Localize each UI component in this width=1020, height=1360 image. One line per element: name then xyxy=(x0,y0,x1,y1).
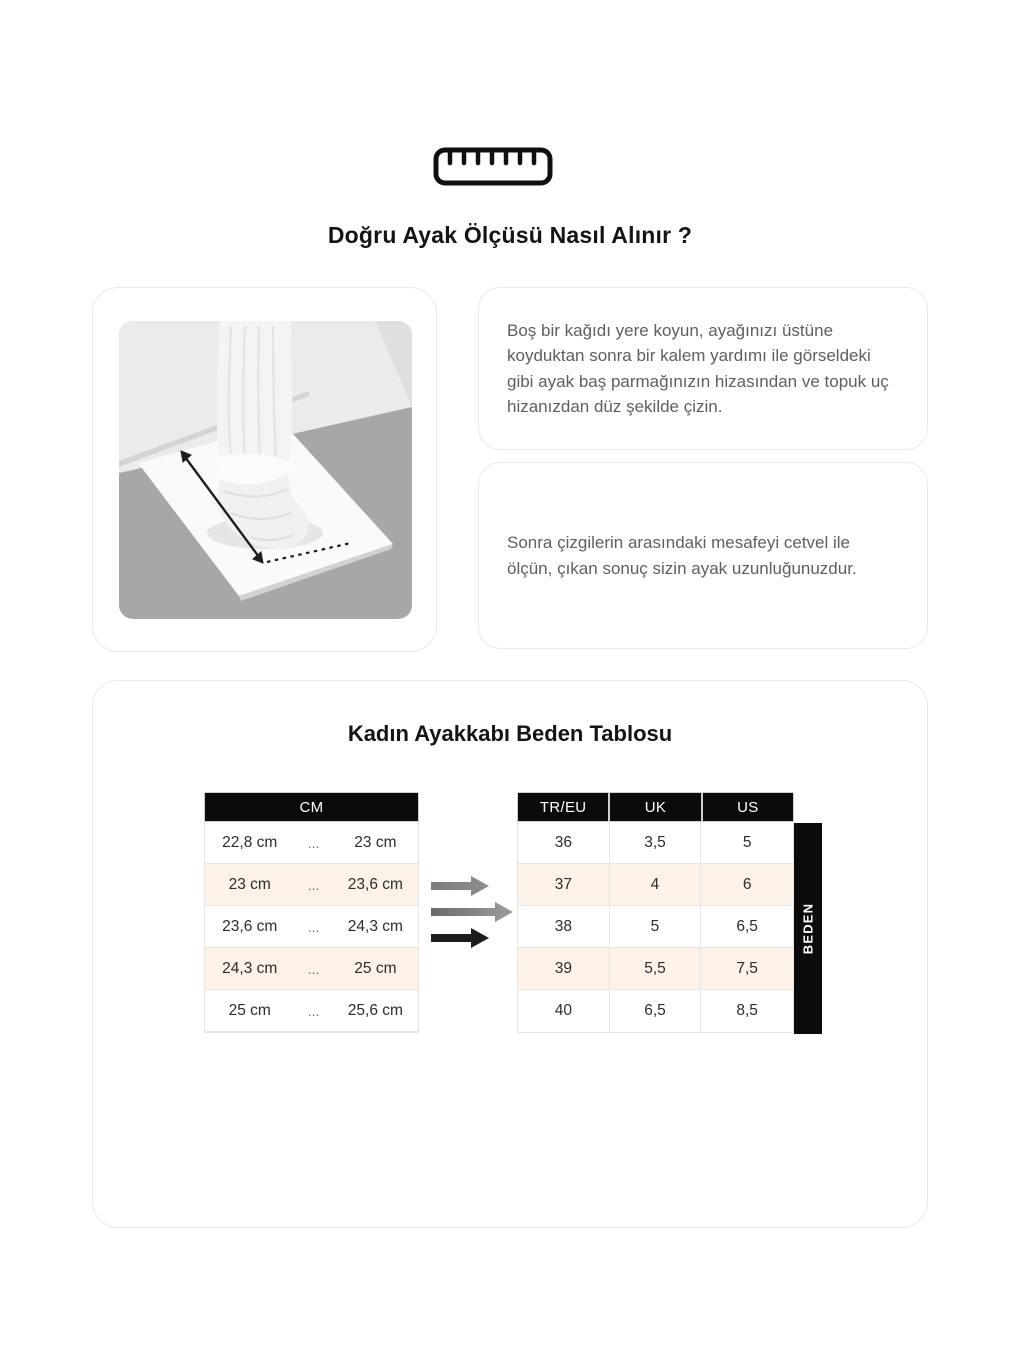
size-uk: 3,5 xyxy=(610,822,702,863)
size-us: 5 xyxy=(742,833,752,851)
foot-measure-photo xyxy=(119,321,412,619)
size-us: 8,5 xyxy=(736,1002,758,1019)
table-row xyxy=(205,990,418,1032)
cm-table-rows xyxy=(204,822,419,1033)
size-table-header-row xyxy=(517,792,794,822)
table-row xyxy=(518,864,793,906)
instruction-step-1-box xyxy=(478,287,928,450)
cm-max: 23,6 cm xyxy=(347,875,403,893)
size-uk: 5,5 xyxy=(610,948,702,989)
convert-arrows-icon xyxy=(429,873,515,951)
size-uk: 4 xyxy=(610,864,702,905)
cm-table-header: CM xyxy=(204,792,419,822)
range-separator: ... xyxy=(307,876,320,893)
size-tr-eu: 36 xyxy=(518,822,610,863)
size-us: 7,5 xyxy=(701,948,793,989)
ruler-icon xyxy=(433,147,553,187)
table-row xyxy=(205,948,418,990)
instruction-step-2-text: Sonra çizgilerin arasındaki mesafeyi cetvel ile ölçün, çıkan sonuç sizin ayak uzunluğunuzdur. xyxy=(507,533,857,578)
beden-side-strip xyxy=(794,823,822,1034)
range-separator: ... xyxy=(307,918,320,935)
size-uk: 5 xyxy=(610,906,702,947)
size-table-header: UK xyxy=(609,792,701,822)
table-row xyxy=(518,948,793,990)
cm-min: 22,8 cm xyxy=(222,833,278,851)
cm-min: 23,6 cm xyxy=(222,917,278,935)
size-table-header: TR/EU xyxy=(517,792,609,822)
size-tr-eu: 38 xyxy=(518,906,610,947)
cm-max: 23 cm xyxy=(354,833,397,851)
size-table-header: US xyxy=(702,792,794,822)
instruction-step-1-text: Boş bir kağıdı yere koyun, ayağınızı üstüne koyduktan sonra bir kalem yardımı ile görseldeki gibi ayak baş parmağınızın hizasından ve topuk uç hizanızdan düz şekilde çizin. xyxy=(507,320,889,416)
foot-on-paper-illustration xyxy=(119,321,412,619)
size-tr-eu: 37 xyxy=(518,864,610,905)
cm-range-table xyxy=(204,792,419,1033)
convert-arrows-icon xyxy=(429,873,515,951)
cm-min: 23 cm xyxy=(228,875,271,893)
ruler-icon xyxy=(433,147,553,187)
table-row xyxy=(205,822,418,864)
range-separator: ... xyxy=(307,960,320,977)
foot-measure-image-card xyxy=(92,287,437,652)
table-row xyxy=(205,906,418,948)
cm-max: 25,6 cm xyxy=(347,1001,403,1019)
size-chart-title: Kadın Ayakkabı Beden Tablosu xyxy=(347,721,673,746)
shoe-size-table xyxy=(517,792,794,1033)
instruction-step-2-box xyxy=(478,462,928,649)
table-row xyxy=(205,864,418,906)
size-tr-eu: 40 xyxy=(518,990,610,1032)
cm-min: 24,3 cm xyxy=(222,959,278,977)
page-title: Doğru Ayak Ölçüsü Nasıl Alınır ? xyxy=(327,222,693,248)
range-separator: ... xyxy=(307,834,320,851)
size-us: 6 xyxy=(701,864,793,905)
table-row xyxy=(518,822,793,864)
size-tr-eu: 39 xyxy=(518,948,610,989)
size-table-rows xyxy=(517,822,794,1033)
table-row xyxy=(518,906,793,948)
cm-min: 25 cm xyxy=(228,1001,271,1019)
cm-max: 25 cm xyxy=(354,959,397,977)
beden-label: BEDEN xyxy=(800,902,816,955)
size-chart-card xyxy=(92,680,928,1228)
cm-max: 24,3 cm xyxy=(347,917,403,935)
size-uk: 6,5 xyxy=(610,990,702,1032)
size-us: 6,5 xyxy=(736,917,758,935)
range-separator: ... xyxy=(307,1002,320,1019)
table-row xyxy=(518,990,793,1032)
